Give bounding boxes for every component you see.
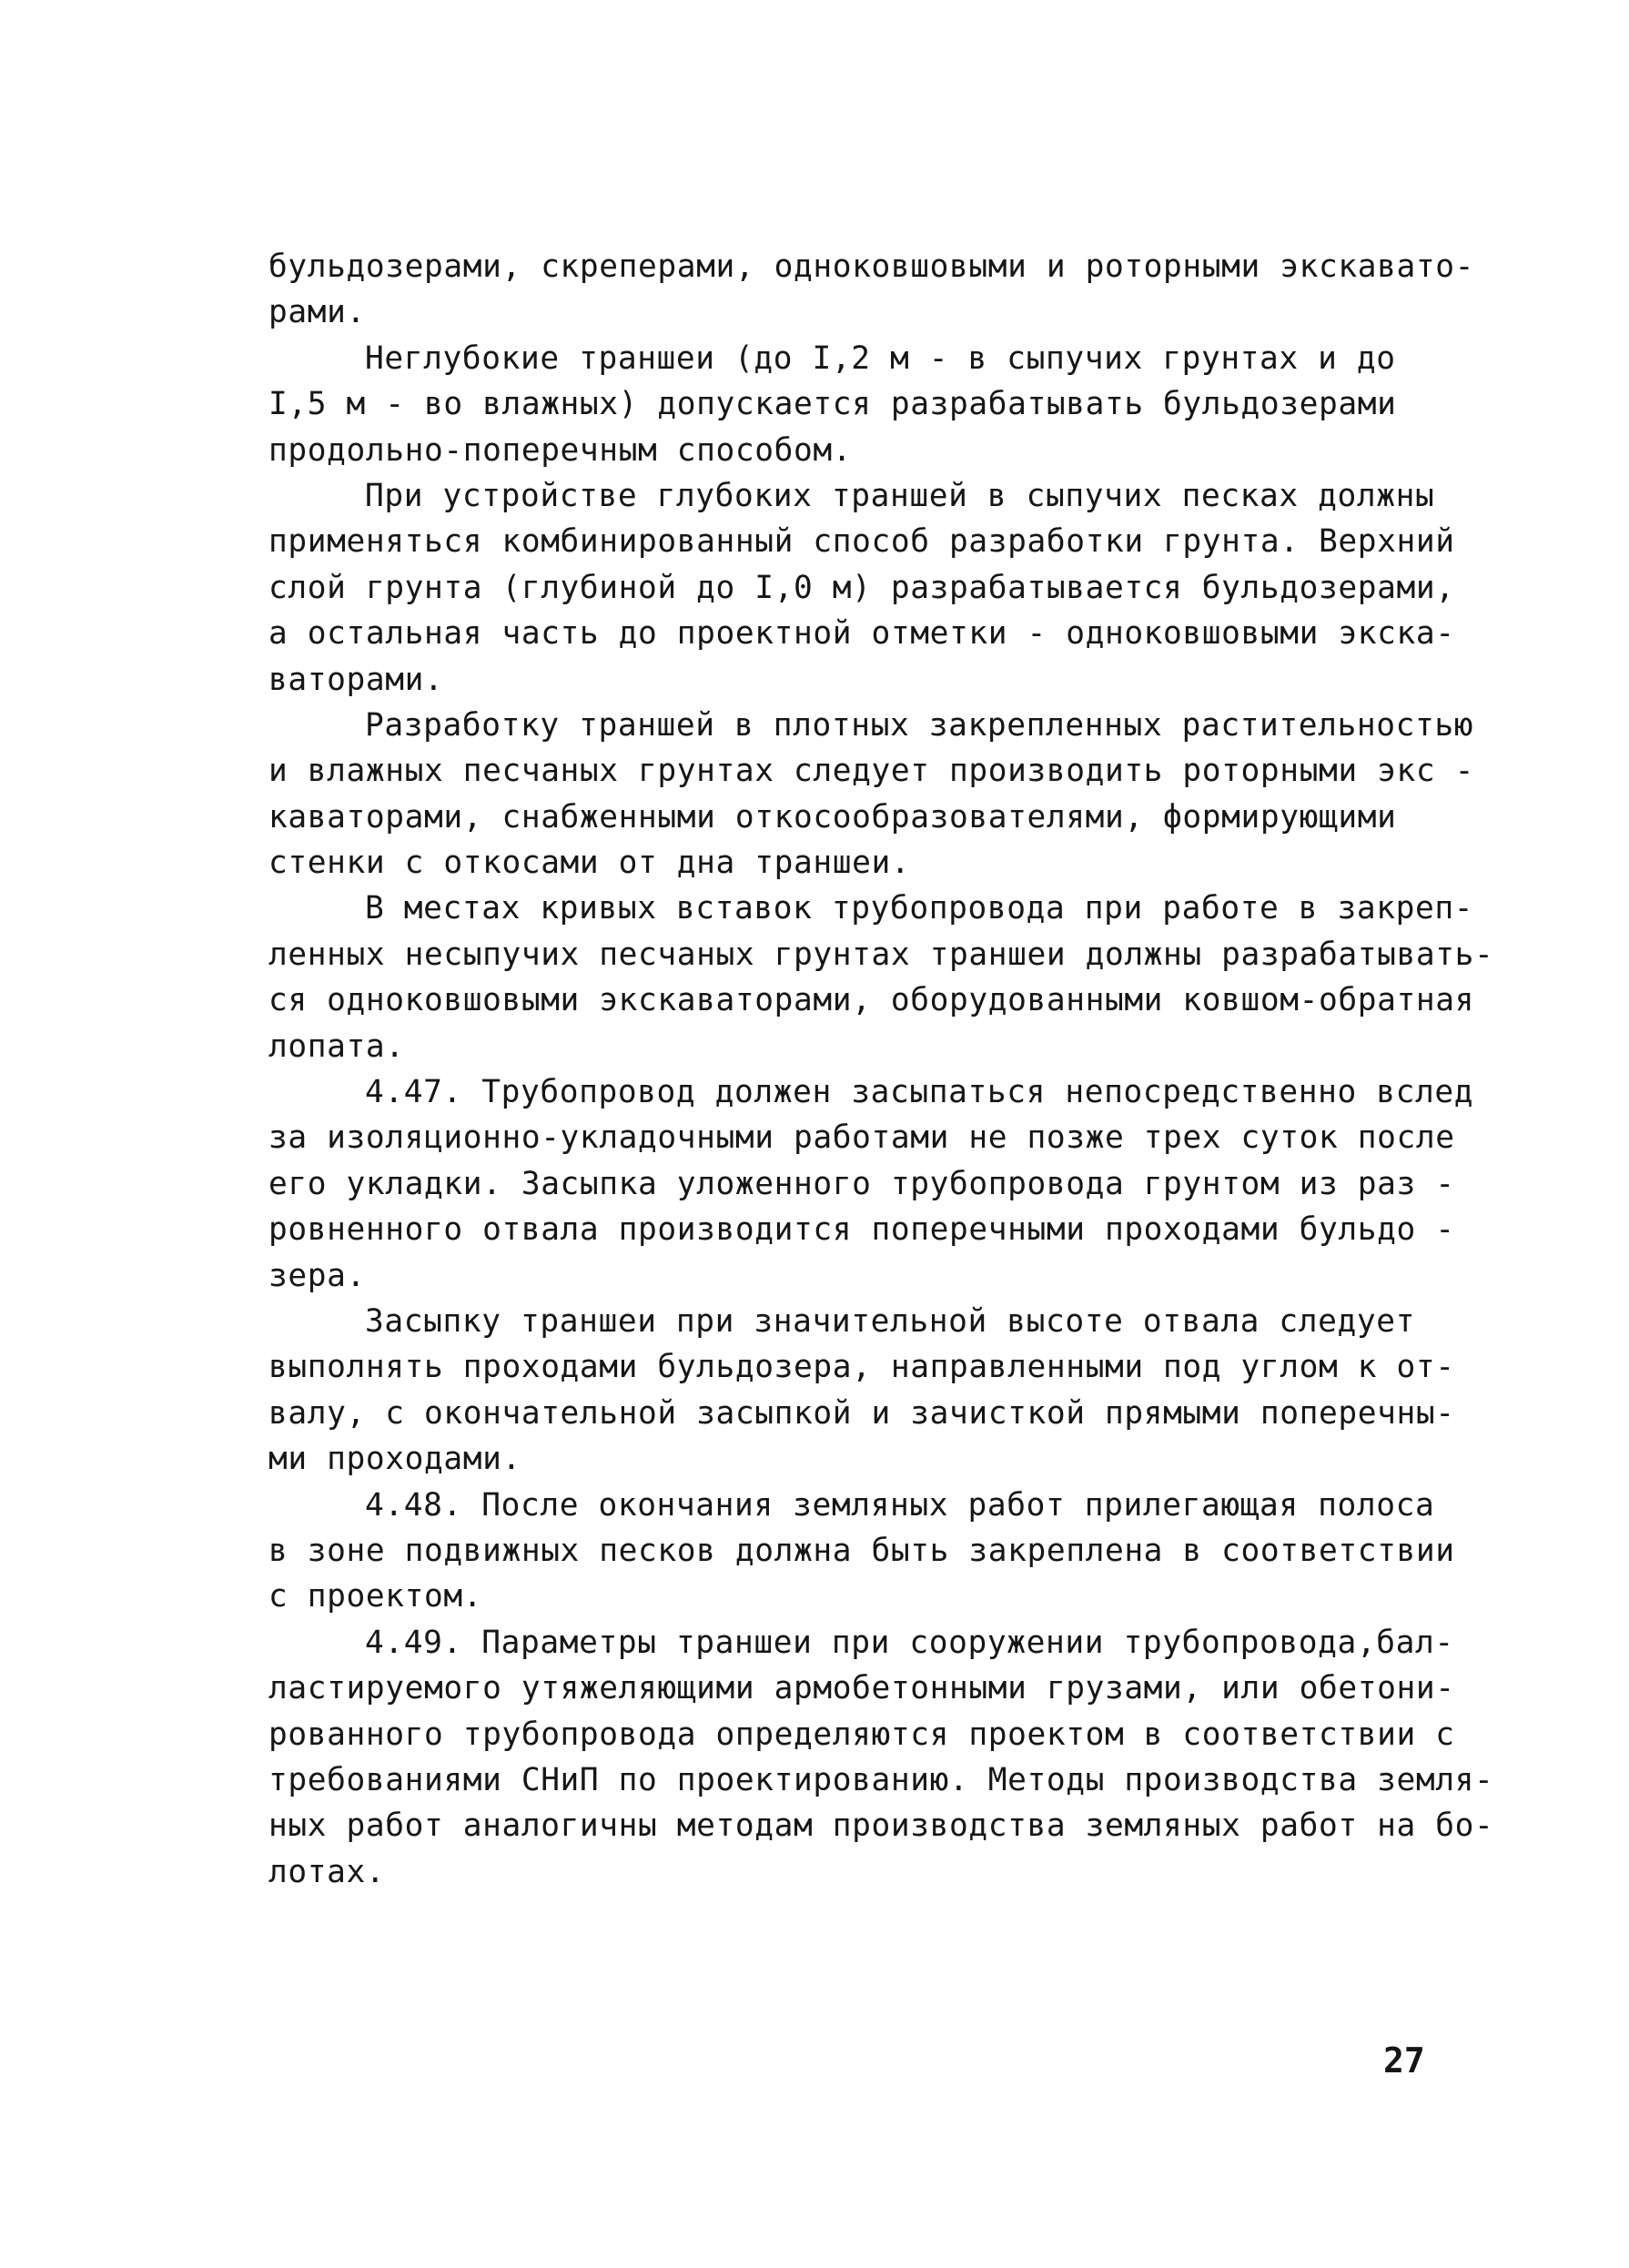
text-line: ся одноковшовыми экскаваторами, оборудованными ковшом-обратная xyxy=(268,982,1474,1019)
text-line: слой грунта (глубиной до I,0 м) разрабатывается бульдозерами, xyxy=(268,569,1455,606)
text-line: и влажных песчаных грунтах следует производить роторными экс - xyxy=(268,753,1474,790)
text-line: выполнять проходами бульдозера, направленными под углом к от- xyxy=(268,1349,1455,1386)
body-text xyxy=(268,244,1494,1895)
text-line: каваторами, снабженными откосообразователями, формирующими xyxy=(268,798,1397,835)
text-line: его укладки. Засыпка уложенного трубопровода грунтом из раз - xyxy=(268,1165,1455,1202)
text-line: ровненного отвала производится поперечными проходами бульдо - xyxy=(268,1211,1455,1249)
text-line: бульдозерами, скреперами, одноковшовыми и роторными экскавато- xyxy=(268,248,1474,285)
text-line: ластируемого утяжеляющими армобетонными грузами, или обетони- xyxy=(268,1670,1455,1707)
text-line: применяться комбинированный способ разработки грунта. Верхний xyxy=(268,523,1455,561)
text-line: Разработку траншей в плотных закрепленных растительностью xyxy=(365,706,1474,744)
text-line: При устройстве глубоких траншей в сыпучих песках должны xyxy=(365,477,1435,514)
text-line: ных работ аналогичны методам производства земляных работ на бо- xyxy=(268,1807,1494,1845)
text-line: валу, с окончательной засыпкой и зачисткой прямыми поперечны- xyxy=(268,1394,1455,1432)
text-line: ваторами. xyxy=(268,661,444,698)
text-line: Засыпку траншеи при значительной высоте отвала следует xyxy=(365,1302,1416,1340)
text-line: ленных несыпучих песчаных грунтах траншеи должны разрабатывать- xyxy=(268,936,1494,973)
text-line: 4.48. После окончания земляных работ прилегающая полоса xyxy=(365,1486,1435,1524)
text-line: В местах кривых вставок трубопровода при работе в закреп- xyxy=(365,890,1474,927)
text-line: лотах. xyxy=(268,1853,386,1890)
text-line: в зоне подвижных песков должна быть закреплена в соответствии xyxy=(268,1532,1455,1569)
text-line: Неглубокие траншеи (до I,2 м - в сыпучих грунтах и до xyxy=(365,339,1396,377)
text-line: за изоляционно-укладочными работами не позже трех суток после xyxy=(268,1119,1455,1157)
text-line: рованного трубопровода определяются проектом в соответствии с xyxy=(268,1716,1455,1753)
text-line: стенки с откосами от дна траншеи. xyxy=(268,845,911,882)
text-line: 4.47. Трубопровод должен засыпаться непосредственно вслед xyxy=(365,1074,1474,1111)
text-line: лопата. xyxy=(268,1028,405,1065)
text-line: 4.49. Параметры траншеи при сооружении трубопровода,бал- xyxy=(365,1624,1454,1661)
text-line: ми проходами. xyxy=(268,1441,521,1478)
text-line: I,5 м - во влажных) допускается разрабатывать бульдозерами xyxy=(268,386,1397,423)
text-line: требованиями СНиП по проектированию. Методы производства земля- xyxy=(268,1761,1494,1798)
text-line: а остальная часть до проектной отметки - одноковшовыми экска- xyxy=(268,615,1455,653)
text-line: с проектом. xyxy=(268,1578,483,1615)
text-line: зера. xyxy=(268,1257,366,1294)
text-line: продольно-поперечным способом. xyxy=(268,431,853,469)
page-number: 27 xyxy=(1383,2040,1425,2081)
text-line: рами. xyxy=(268,294,366,331)
